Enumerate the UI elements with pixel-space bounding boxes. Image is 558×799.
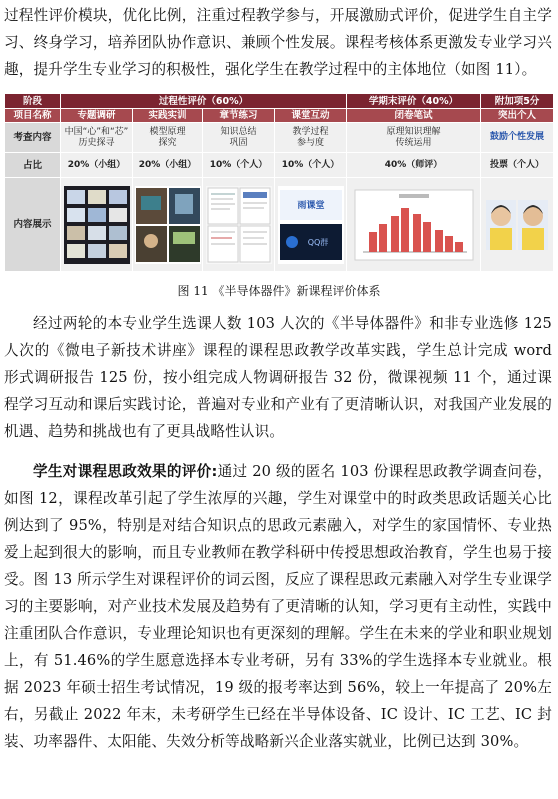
exam-score-chart-image xyxy=(351,186,477,264)
ratio-row xyxy=(5,153,554,178)
content-row xyxy=(5,123,554,153)
content-cell: 教学过程 参与度 xyxy=(275,123,347,153)
ratio-cell: 20%（小组） xyxy=(133,153,203,178)
process-eval-header: 过程性评价（60%） xyxy=(61,94,347,109)
project-item: 课堂互动 xyxy=(275,109,347,123)
showcase-label: 内容展示 xyxy=(5,178,61,272)
project-item: 实践实训 xyxy=(133,109,203,123)
project-item: 专题调研 xyxy=(61,109,133,123)
content-cell: 鼓励个性发展 xyxy=(481,123,554,153)
evaluation-table xyxy=(4,93,554,272)
ratio-cell: 20%（小组） xyxy=(61,153,133,178)
lab-practice-photos-image xyxy=(135,186,201,264)
ratio-cell: 10%（个人） xyxy=(203,153,275,178)
student-evaluation-body: 通过 20 级的匿名 103 份课程思政教学调查问卷，如图 12，课程改革引起了学生浓厚的兴趣，学生对课堂中的时政类思政话题关心比例达到了 95%，特别是对结合知识点的思政元素融入，对学生的家国情怀、专业热爱上起到很大的影响，而且专业教师在教学科研中传授思想政治教育，学生也易于接受。图 13 所示学生对课程评价的词云图，反应了课程思政元素融入对学生专业课学习的主要影响，对产业技术发展及趋势有了更清晰的认知，学习更有主动性，实践中注重团队合作意识，专业理论知识也有更深刻的理解。学生在未来的学业和职业规划上，有 51.46%的学生愿意选择本专业考研，另有 33%的学生选择本专业就业。根据 2023 年硕士招生考试情况，19 级的报考率达到 56%，较上一年提高了 20%左右，另截止 2022 年末，未考研学生已经在半导体设备、IC 设计、IC 工艺、IC 封装、功率器件、太阳能、失效分析等战略新兴企业落实就业，比例已达到 30%。 xyxy=(4,463,552,750)
ratio-label: 占比 xyxy=(5,153,61,178)
content-cell: 原理知识理解 传统运用 xyxy=(347,123,481,153)
practice-results-paragraph: 经过两轮的本专业学生选课人数 103 人次的《半导体器件》和非专业选修 125 人次的《微电子新技术讲座》课程的课程思政教学改革实践，学生总计完成 word 形式调研报告 125 份，按小组完成人物调研报告 32 份，微课视频 11 个，通过课程学习互动和课后实践讨论，普遍对专业和产业有了更清晰认识，对我国产业发展的机遇、趋势和挑战也有了更具战略性认识。 xyxy=(4,315,552,440)
ratio-cell: 投票（个人） xyxy=(481,153,554,178)
student-evaluation-paragraph xyxy=(4,458,552,755)
class-interaction-image xyxy=(278,186,344,264)
intro-paragraph: 过程性评价模块，优化比例，注重过程教学参与，开展激励式评价，促进学生自主学习、终身学习，培养团队协作意识、兼顾个性发展。课程考核体系更激发专业学习兴趣，提升学生专业学习的积极性，强化学生在教学过程中的主体地位（如图 11）。 xyxy=(4,7,552,78)
content-cell: 知识总结 巩固 xyxy=(203,123,275,153)
outstanding-students-image xyxy=(484,186,550,264)
stage-label: 阶段 xyxy=(5,94,61,109)
project-item: 章节练习 xyxy=(203,109,275,123)
ratio-cell: 40%（师评） xyxy=(347,153,481,178)
survey-photos-image xyxy=(64,186,130,264)
stage-row xyxy=(5,94,554,109)
exercise-screenshots-image xyxy=(206,186,272,264)
project-label: 项目名称 xyxy=(5,109,61,123)
content-label: 考查内容 xyxy=(5,123,61,153)
qq-group-label: QQ群 xyxy=(307,237,328,247)
rain-classroom-label: 雨课堂 xyxy=(296,200,325,211)
content-cell: 模型原理 探究 xyxy=(133,123,203,153)
showcase-row xyxy=(5,178,554,272)
bonus-header: 附加项5分 xyxy=(481,94,554,109)
content-cell: 中国“心”和“芯” 历史探寻 xyxy=(61,123,133,153)
ratio-cell: 10%（个人） xyxy=(275,153,347,178)
figure-caption: 图 11 《半导体器件》新课程评价体系 xyxy=(177,284,381,298)
project-item: 闭卷笔试 xyxy=(347,109,481,123)
project-item: 突出个人 xyxy=(481,109,554,123)
project-row xyxy=(5,109,554,123)
final-eval-header: 学期末评价（40%） xyxy=(347,94,481,109)
student-evaluation-heading: 学生对课程思政效果的评价: xyxy=(33,463,218,480)
